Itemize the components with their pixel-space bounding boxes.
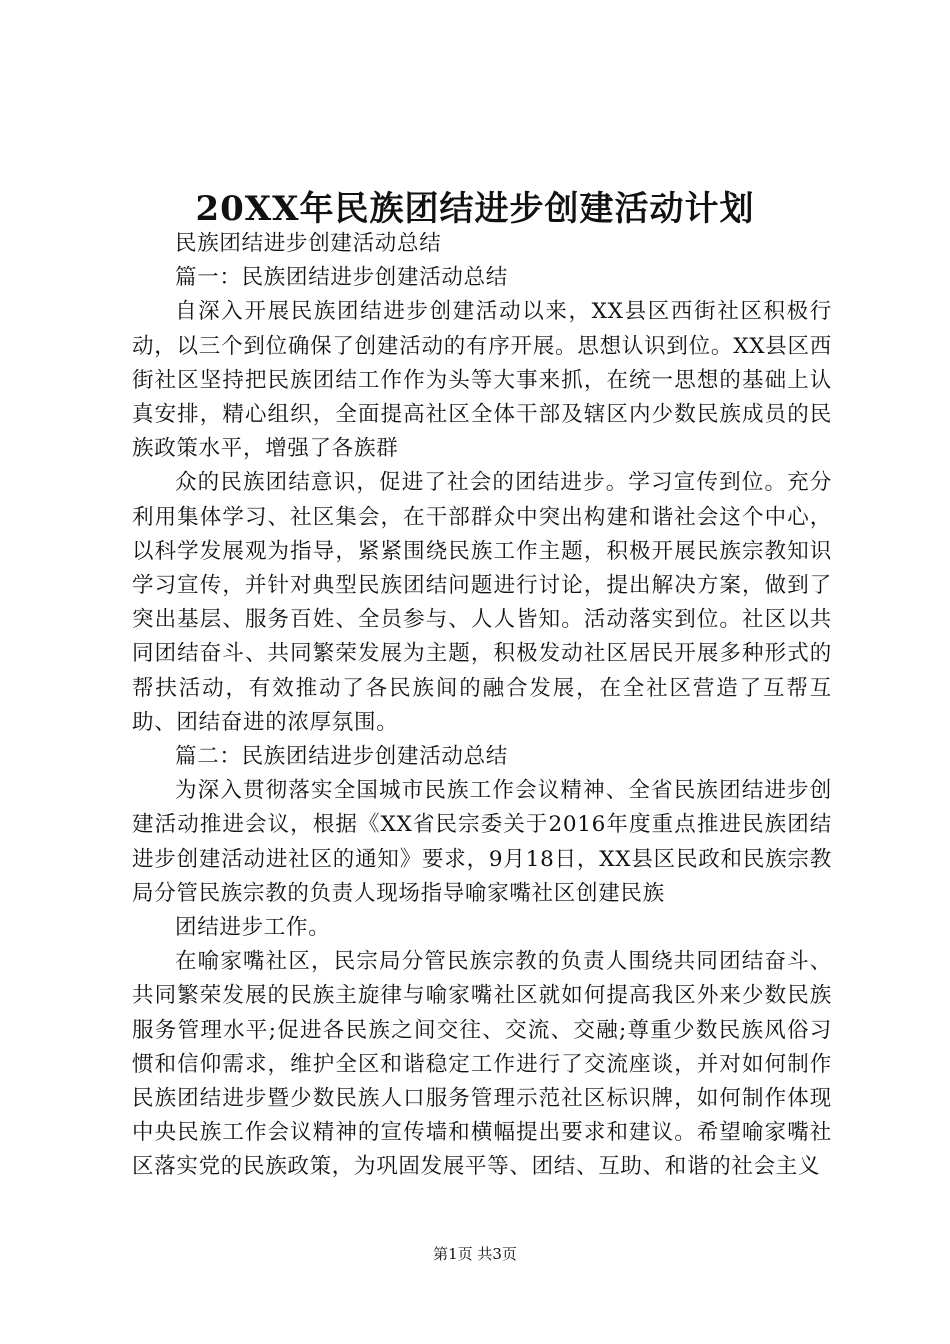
paragraph: 在喻家嘴社区，民宗局分管民族宗教的负责人围绕共同团结奋斗、共同繁荣发展的民族主旋律与喻家嘴社区就如何提高我区外来少数民族服务管理水平;促进各民族之间交往、交流、交融;尊重少数民族风俗习惯和信仰需求，维护全区和谐稳定工作进行了交流座谈，并对如何制作民族团结进步暨少数民族人口服务管理示范社区标识牌，如何制作体现中央民族工作会议精神的宣传墙和横幅提出要求和建议。希望喻家嘴社区落实党的民族政策，为巩固发展平等、团结、互助、和谐的社会主义 [132, 949, 832, 1180]
document-title: 20XX年民族团结进步创建活动计划 [195, 189, 755, 229]
page-footer: 第1页 共3页 [433, 1245, 517, 1263]
paragraph: 自深入开展民族团结进步创建活动以来，XX县区西街社区积极行动，以三个到位确保了创建活动的有序开展。思想认识到位。XX县区西街社区坚持把民族团结工作作为头等大事来抓，在统一思想的基础上认真安排，精心组织，全面提高社区全体干部及辖区内少数民族成员的民族政策水平，增强了各族群 [132, 299, 832, 462]
section-heading: 篇二：民族团结进步创建活动总结 [175, 744, 509, 770]
paragraph: 众的民族团结意识，促进了社会的团结进步。学习宣传到位。充分利用集体学习、社区集会，在干部群众中突出构建和谐社会这个中心，以科学发展观为指导，紧紧围绕民族工作主题，积极开展民族宗教知识学习宣传，并针对典型民族团结问题进行讨论，提出解决方案，做到了突出基层、服务百姓、全员参与、人人皆知。活动落实到位。社区以共同团结奋斗、共同繁荣发展为主题，积极发动社区居民开展多种形式的帮扶活动，有效推动了各民族间的融合发展，在全社区营造了互帮互助、团结奋进的浓厚氛围。 [132, 470, 832, 735]
document-body [132, 227, 832, 1185]
paragraph: 为深入贯彻落实全国城市民族工作会议精神、全省民族团结进步创建活动推进会议，根据《XX省民宗委关于2016年度重点推进民族团结进步创建活动进社区的通知》要求，9月18日，XX县区民政和民族宗教局分管民族宗教的负责人现场指导喻家嘴社区创建民族 [132, 778, 832, 906]
paragraph: 团结进步工作。 [175, 915, 331, 941]
section-heading: 篇一：民族团结进步创建活动总结 [175, 265, 509, 291]
paragraph: 民族团结进步创建活动总结 [175, 231, 442, 256]
